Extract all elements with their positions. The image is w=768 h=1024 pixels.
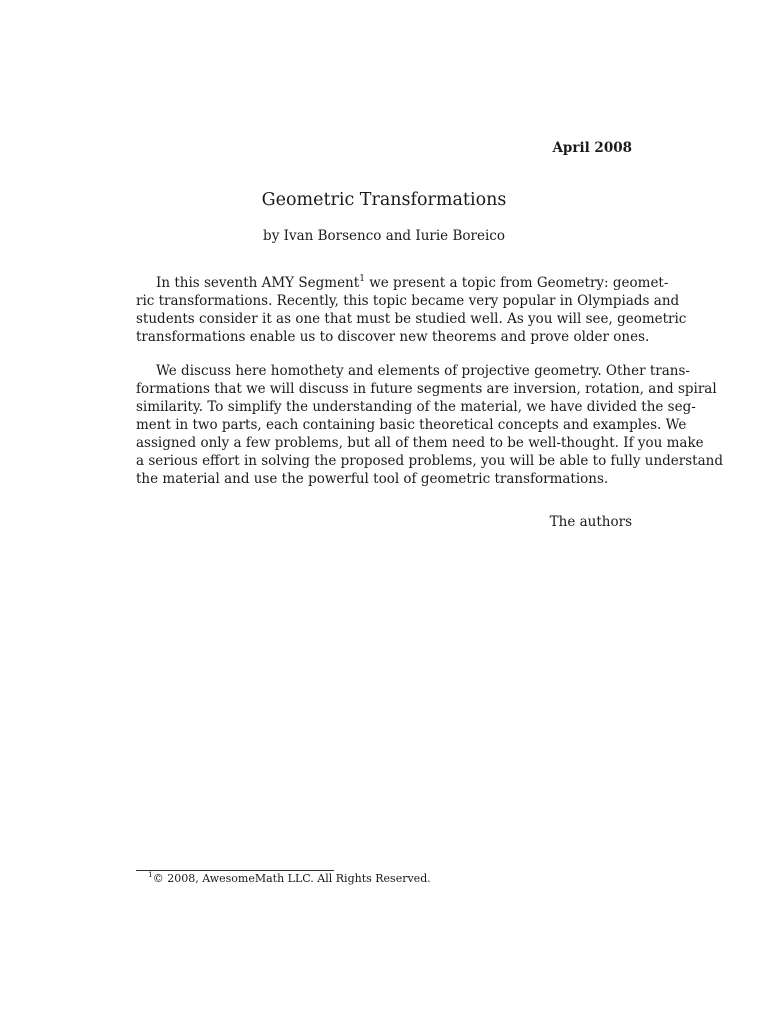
paragraph-intro <box>136 274 687 346</box>
footnote-marker: 1 <box>359 274 365 284</box>
author-byline: by Ivan Borsenco and Iurie Boreico <box>263 228 505 244</box>
footnote-text: © 2008, AwesomeMath LLC. All Rights Reserved. <box>152 872 431 885</box>
paragraph-line-text: In this seventh AMY Segment <box>156 275 360 291</box>
article-title: Geometric Transformations <box>261 190 507 210</box>
paragraph-line <box>136 274 669 292</box>
paragraph-line: ment in two parts, each containing basic theoretical concepts and examples. We <box>136 417 687 433</box>
paragraph-line: students consider it as one that must be studied well. As you will see, geometric <box>136 311 687 327</box>
footnote <box>148 872 431 885</box>
paragraph-line: We discuss here homothety and elements of projective geometry. Other trans- <box>156 363 690 379</box>
paragraph-line: transformations enable us to discover new theorems and prove older ones. <box>136 329 650 345</box>
paragraph-line-text: we present a topic from Geometry: geomet- <box>369 275 669 291</box>
footnote-divider <box>136 870 334 871</box>
date-label: April 2008 <box>552 140 632 156</box>
paragraph-line: the material and use the powerful tool of geometric transformations. <box>136 471 609 487</box>
paragraph-line: assigned only a few problems, but all of them need to be well-thought. If you make <box>136 435 704 451</box>
paragraph-discussion <box>136 362 723 488</box>
paragraph-line: similarity. To simplify the understanding of the material, we have divided the seg- <box>136 399 696 415</box>
signature: The authors <box>549 514 632 530</box>
footnote-number: 1 <box>148 870 153 879</box>
paragraph-line: a serious effort in solving the proposed problems, you will be able to fully understand <box>136 453 723 469</box>
paragraph-line: formations that we will discuss in future segments are inversion, rotation, and spiral <box>136 381 717 397</box>
paragraph-line: ric transformations. Recently, this topic became very popular in Olympiads and <box>136 293 680 309</box>
